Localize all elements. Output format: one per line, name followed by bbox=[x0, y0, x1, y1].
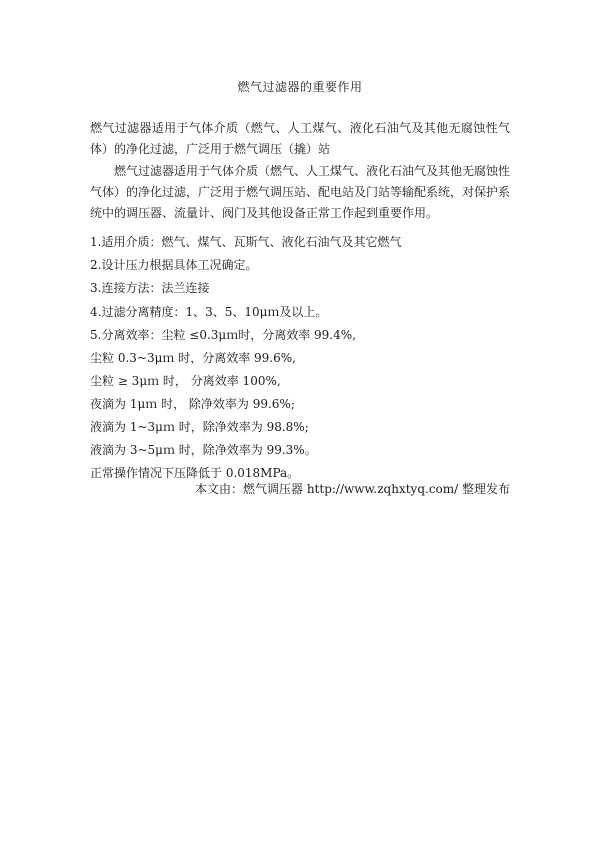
spec-line-dust-mid: 尘粒 0.3~3μｍ 时，分离效率 99.6%, bbox=[90, 351, 296, 365]
spec-line-connection: 3.连接方法：法兰连接 bbox=[90, 281, 210, 295]
spec-line-pressure: 2.设计压力根据具体工况确定。 bbox=[90, 258, 258, 272]
spec-line-droplet-3-5: 液滴为 3~5μｍ 时，除净效率为 99.3%。 bbox=[90, 443, 317, 457]
document-title: 燃气过滤器的重要作用 bbox=[237, 80, 363, 94]
intro-paragraph: 燃气过滤器适用于气体介质（燃气、人工煤气、液化石油气及其他无腐蚀性气体）的净化过滤，广泛用于燃气调压（撬）站 bbox=[90, 121, 510, 156]
spec-line-droplet-1: 夜滴为 1μｍ 时， 除净效率为 99.6%; bbox=[90, 397, 295, 411]
spec-line-pressure-drop: 正常操作情况下压降低于 0.018MPa。 bbox=[90, 466, 300, 480]
source-footer: 本文由：燃气调压器 http://www.zqhxtyq.com/ 整理发布 bbox=[195, 482, 510, 496]
spec-line-dust-large: 尘粒 ≥ 3μｍ 时， 分离效率 100%, bbox=[90, 374, 281, 388]
spec-line-droplet-1-3: 液滴为 1~3μｍ 时，除净效率为 98.8%; bbox=[90, 420, 309, 434]
spec-line-efficiency: 5.分离效率：尘粒 ≤0.3μｍ时，分离效率 99.4%, bbox=[90, 328, 356, 342]
description-paragraph: 燃气过滤器适用于气体介质（燃气、人工煤气、液化石油气及其他无腐蚀性气体）的净化过滤，广泛用于燃气调压站、配电站及门站等输配系统，对保护系统中的调压器、流量计、阀门及其他设备正常工作起到重要作用。 bbox=[90, 164, 511, 220]
spec-line-medium: 1.适用介质：燃气、煤气、瓦斯气、液化石油气及其它燃气 bbox=[90, 235, 402, 249]
spec-line-precision: 4.过滤分离精度：1、3、5、10μｍ及以上。 bbox=[90, 305, 328, 319]
